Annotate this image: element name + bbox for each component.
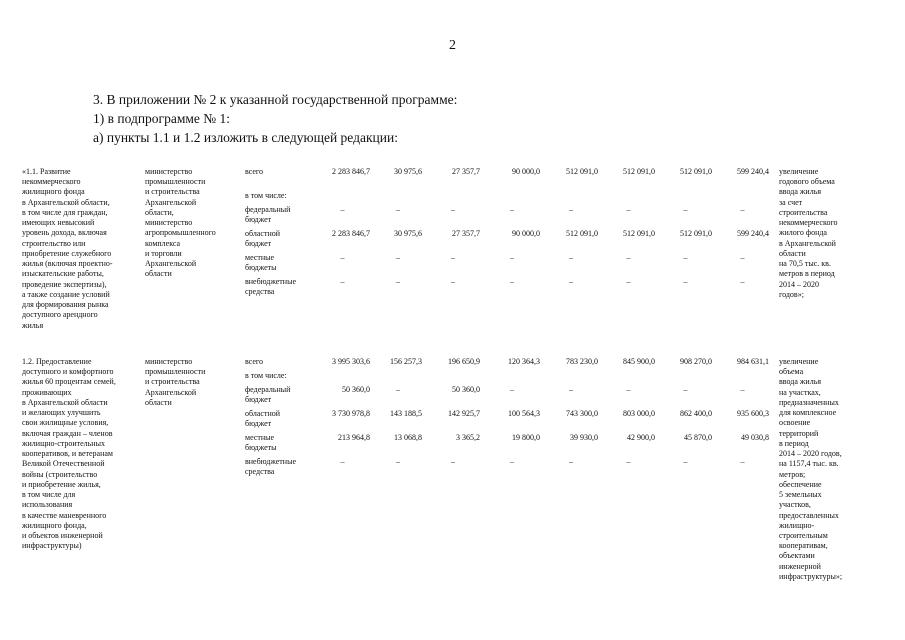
value-year: 142 925,7	[448, 409, 480, 418]
value-year: 19 800,0	[512, 433, 540, 442]
value-year: 30 975,6	[394, 229, 422, 238]
value-year: 512 091,0	[623, 229, 655, 238]
value-year: 3 365,2	[456, 433, 480, 442]
value-year: 512 091,0	[623, 167, 655, 176]
value-year: –	[683, 205, 688, 214]
value-total: 3 730 978,8	[332, 409, 370, 418]
value-year: –	[740, 253, 745, 262]
value-year: –	[740, 205, 745, 214]
value-year: 27 357,7	[452, 167, 480, 176]
value-year: 512 091,0	[680, 229, 712, 238]
value-year: 196 650,9	[448, 357, 480, 366]
value-year: –	[396, 457, 400, 466]
value-year: –	[510, 457, 514, 466]
value-year: –	[740, 277, 745, 286]
funding-source: внебюджетные средства	[245, 457, 296, 477]
value-total: 2 283 846,7	[332, 229, 370, 238]
item-executor: министерство промышленности и строительства Архангельской области	[145, 357, 206, 407]
value-total: 2 283 846,7	[332, 167, 370, 176]
value-year: 935 600,3	[737, 409, 769, 418]
value-total: –	[340, 277, 345, 286]
item-result: увеличение объема ввода жилья на участках, предназначенных для комплексное освоение территорий в период 2014 – 2020 годов, на 1157,4 тыс. кв. метров; обеспечение 5 земельных участков, предоставленных жилищно- строительным кооперативам, объектами инженерной инфраструктуры»;	[779, 357, 843, 581]
funding-source: областной бюджет	[245, 229, 281, 249]
value-year: –	[396, 277, 400, 286]
value-year: –	[569, 253, 573, 262]
value-year: –	[740, 385, 745, 394]
value-year: –	[510, 277, 514, 286]
value-year: 90 000,0	[512, 167, 540, 176]
funding-source: в том числе:	[245, 191, 287, 200]
value-total: –	[340, 205, 345, 214]
value-year: –	[569, 457, 573, 466]
value-year: –	[683, 253, 688, 262]
funding-source: в том числе:	[245, 371, 287, 380]
value-year: –	[626, 277, 631, 286]
value-year: –	[510, 253, 514, 262]
item-description: 1.2. Предоставление доступного и комфортного жилья 60 процентам семей, проживающих в Архангельской области и желающих улучшить свои жилищные условия, включая граждан – членов жилищно-строительных кооперативов, и ветеранам Великой Отечественной войны (строительство и приобретение жилья, в том числе для использования в качестве маневренного жилищного фонда, и объектов инженерной инфраструктуры)	[22, 357, 116, 551]
item-1-2-table	[20, 357, 880, 582]
value-total: 213 964,8	[338, 433, 370, 442]
value-year: 120 364,3	[508, 357, 540, 366]
page-number: 2	[449, 38, 456, 53]
table-row	[20, 167, 880, 191]
value-year: –	[626, 205, 631, 214]
value-year: 984 631,1	[737, 357, 769, 366]
value-year: 90 000,0	[512, 229, 540, 238]
value-year: 100 564,3	[508, 409, 540, 418]
value-year: –	[451, 205, 455, 214]
value-year: 156 257,3	[390, 357, 422, 366]
value-year: 512 091,0	[680, 167, 712, 176]
value-year: –	[396, 385, 400, 394]
item-executor: министерство промышленности и строительства Архангельской области, министерство агропромышленного комплекса и торговли Архангельской области	[145, 167, 216, 279]
value-year: –	[451, 457, 455, 466]
funding-source: областной бюджет	[245, 409, 281, 429]
value-year: –	[626, 385, 631, 394]
funding-source: федеральный бюджет	[245, 385, 291, 405]
value-year: –	[569, 205, 573, 214]
value-year: 45 870,0	[684, 433, 712, 442]
value-year: –	[569, 385, 573, 394]
value-year: –	[396, 205, 400, 214]
value-year: –	[569, 277, 573, 286]
value-year: 599 240,4	[737, 167, 769, 176]
value-year: 30 975,6	[394, 167, 422, 176]
value-year: 512 091,0	[566, 229, 598, 238]
value-year: 599 240,4	[737, 229, 769, 238]
value-year: 143 188,5	[390, 409, 422, 418]
value-year: 803 000,0	[623, 409, 655, 418]
value-year: 39 930,0	[570, 433, 598, 442]
funding-source: всего	[245, 357, 264, 366]
value-year: 42 900,0	[627, 433, 655, 442]
value-year: –	[510, 385, 514, 394]
value-total: –	[340, 253, 345, 262]
value-year: –	[683, 277, 688, 286]
amendment-heading: 3. В приложении № 2 к указанной государственной программе:	[93, 92, 458, 107]
value-year: 13 068,8	[394, 433, 422, 442]
value-year: –	[510, 205, 514, 214]
item-1-1-table	[20, 167, 880, 331]
item-result: увеличение годового объема ввода жилья за счет строительства некоммерческого жилого фонда в Архангельской области на 70,5 тыс. кв. метров в период 2014 – 2020 годов»;	[779, 167, 838, 299]
value-year: 908 270,0	[680, 357, 712, 366]
value-year: –	[683, 385, 688, 394]
value-total: 3 995 303,6	[332, 357, 370, 366]
value-year: 783 230,0	[566, 357, 598, 366]
value-year: 862 400,0	[680, 409, 712, 418]
funding-source: местные бюджеты	[245, 433, 277, 453]
value-year: 50 360,0	[452, 385, 480, 394]
value-year: –	[396, 253, 400, 262]
value-total: 50 360,0	[342, 385, 370, 394]
value-year: 49 030,8	[741, 433, 769, 442]
subprogram-heading: 1) в подпрограмме № 1:	[93, 111, 231, 126]
value-year: –	[626, 457, 631, 466]
item-description: «1.1. Развитие некоммерческого жилищного фонда в Архангельской области, в том числе для граждан, имеющих невысокий уровень дохода, включая строительство или приобретение служебного жилья (включая проектно- изыскательские работы, проведение экспертизы), а также создание условий для формирования рынка доступного арендного жилья	[22, 167, 113, 330]
value-year: 743 300,0	[566, 409, 598, 418]
value-total: –	[340, 457, 345, 466]
items-heading: а) пункты 1.1 и 1.2 изложить в следующей редакции:	[93, 130, 398, 145]
value-year: –	[626, 253, 631, 262]
value-year: 512 091,0	[566, 167, 598, 176]
funding-source: местные бюджеты	[245, 253, 277, 273]
value-year: 845 900,0	[623, 357, 655, 366]
funding-source: федеральный бюджет	[245, 205, 291, 225]
funding-source: внебюджетные средства	[245, 277, 296, 297]
value-year: –	[451, 253, 455, 262]
value-year: 27 357,7	[452, 229, 480, 238]
value-year: –	[740, 457, 745, 466]
value-year: –	[683, 457, 688, 466]
table-row	[20, 357, 880, 371]
funding-source: всего	[245, 167, 264, 176]
value-year: –	[451, 277, 455, 286]
